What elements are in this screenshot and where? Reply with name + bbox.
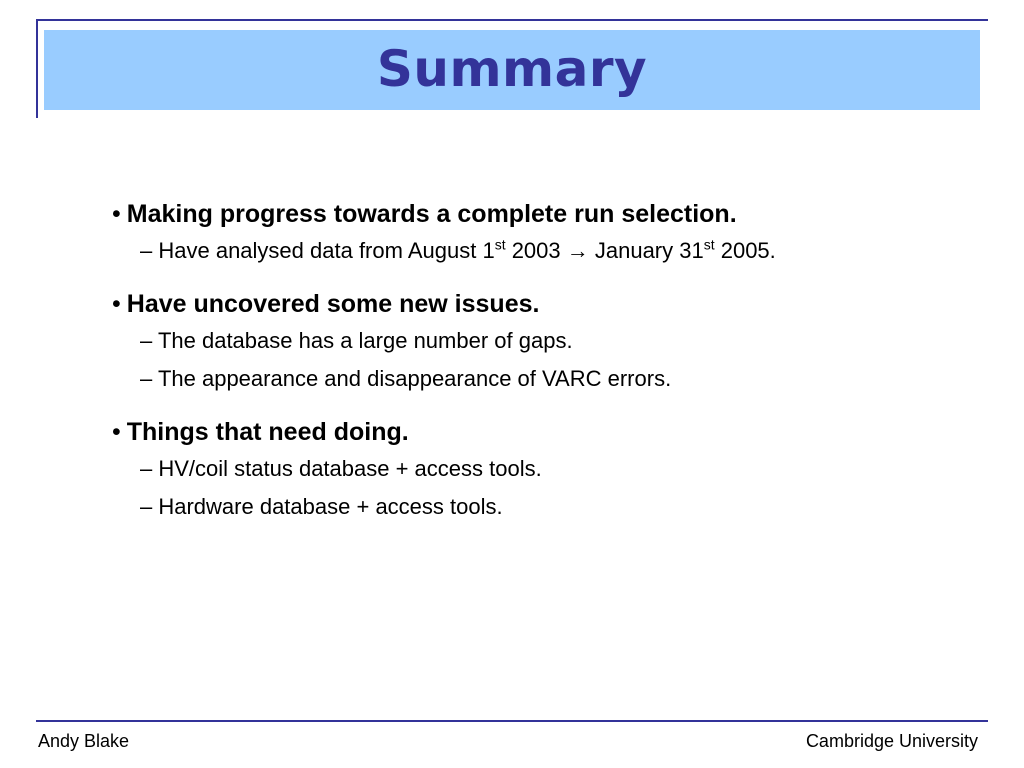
title-frame-left-rule [36,19,38,118]
bullet-text: Making progress towards a complete run selection. [126,200,737,228]
bullet-dot-icon: • [112,418,121,446]
section-issues [112,286,972,398]
bullet-item [112,196,972,232]
ordinal-suffix: st [703,236,715,253]
bullet-dot-icon: • [112,290,121,318]
sub-item [112,450,972,488]
dash-icon: – [140,456,159,481]
dash-icon: – [140,494,159,519]
ordinal-suffix: st [494,236,506,253]
footer-author: Andy Blake [38,731,130,751]
sub-text-part: 2005. [714,238,776,263]
footer-rule [36,720,988,722]
slide-title: Summary [376,40,648,98]
dash-icon: – [140,238,159,263]
sub-item [112,488,972,526]
sub-text: HV/coil status database + access tools. [158,456,542,481]
sub-item [112,360,972,398]
sub-item [112,232,972,270]
slide-content [112,196,972,542]
section-todo [112,414,972,526]
bullet-item [112,414,972,450]
bullet-dot-icon: • [112,200,121,228]
title-frame-top-rule [36,19,988,21]
sub-text: The database has a large number of gaps. [157,328,573,353]
title-banner [44,30,980,110]
sub-text: The appearance and disappearance of VARC errors. [157,366,672,391]
sub-text: Hardware database + access tools. [158,494,503,519]
sub-text-part: 2003 → January 31 [505,238,704,263]
bullet-text: Have uncovered some new issues. [126,290,540,318]
dash-icon: – [140,328,158,353]
dash-icon: – [140,366,158,391]
section-progress [112,196,972,270]
bullet-text: Things that need doing. [126,418,409,446]
footer-institution: Cambridge University [805,731,978,751]
bullet-item [112,286,972,322]
sub-text-part: Have analysed data from August 1 [158,238,495,263]
sub-item [112,322,972,360]
